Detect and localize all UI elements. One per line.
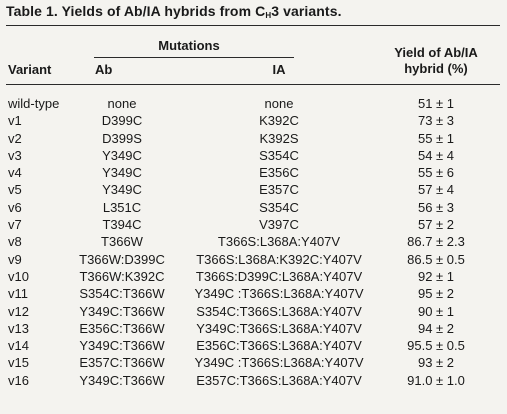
yield-cell: 92 ± 1 — [417, 268, 455, 284]
yield-cell: 95.5 ± 0.5 — [407, 338, 465, 354]
table-row — [0, 303, 507, 320]
table-row — [0, 164, 507, 181]
variant-cell: v12 — [8, 303, 29, 319]
ab-mutation-cell: Y349C:T366W — [79, 303, 165, 319]
ia-mutation-cell: S354C — [259, 147, 299, 163]
variant-cell: v1 — [8, 113, 22, 129]
ia-mutation-cell: E356C — [259, 165, 299, 181]
ia-mutation-cell: S354C:T366S:L368A:Y407V — [196, 303, 362, 319]
top-rule — [6, 25, 500, 26]
ia-mutation-cell: E356C:T366S:L368A:Y407V — [196, 338, 362, 354]
table-row — [0, 337, 507, 354]
ia-mutation-cell: K392C — [259, 113, 299, 129]
ab-mutation-cell: Y349C:T366W — [79, 372, 165, 388]
yield-cell: 54 ± 4 — [417, 147, 455, 163]
yield-cell: 73 ± 3 — [417, 113, 455, 129]
variant-cell: v15 — [8, 355, 29, 371]
ia-header: IA — [272, 62, 286, 77]
yield-cell: 55 ± 6 — [417, 165, 455, 181]
caption-subscript: H — [265, 11, 272, 20]
ab-mutation-cell: E356C:T366W — [79, 320, 165, 336]
table-row — [0, 95, 507, 112]
ia-mutation-cell: V397C — [259, 217, 299, 233]
variant-cell: v7 — [8, 217, 22, 233]
ia-mutation-cell: E357C:T366S:L368A:Y407V — [196, 372, 362, 388]
table-row — [0, 216, 507, 233]
variant-cell: v6 — [8, 199, 22, 215]
yield-cell: 56 ± 3 — [417, 199, 455, 215]
ab-mutation-cell: D399C — [101, 113, 143, 129]
table-row — [0, 199, 507, 216]
table-row — [0, 320, 507, 337]
table-row — [0, 130, 507, 147]
table-row — [0, 181, 507, 198]
variant-cell: v16 — [8, 372, 29, 388]
ab-header: Ab — [95, 62, 113, 77]
mutations-underline — [94, 57, 294, 58]
header-rule — [6, 84, 500, 85]
ab-mutation-cell: L351C — [102, 199, 142, 215]
yield-cell: 57 ± 4 — [417, 182, 455, 198]
table-body — [0, 95, 507, 389]
yield-cell: 86.5 ± 0.5 — [407, 251, 465, 267]
table-row — [0, 372, 507, 389]
ab-mutation-cell: Y349C — [102, 182, 142, 198]
table-row — [0, 268, 507, 285]
table-row — [0, 354, 507, 371]
yield-cell: 86.7 ± 2.3 — [407, 234, 465, 250]
table-caption — [6, 3, 342, 20]
ia-mutation-cell: E357C — [259, 182, 299, 198]
ab-mutation-cell: E357C:T366W — [79, 355, 165, 371]
yield-cell: 90 ± 1 — [417, 303, 455, 319]
variant-cell: v11 — [8, 286, 28, 302]
variant-cell: v3 — [8, 147, 22, 163]
ia-mutation-cell: S354C — [259, 199, 299, 215]
variant-cell: v2 — [8, 130, 22, 146]
ab-mutation-cell: D399S — [102, 130, 142, 146]
table-row — [0, 233, 507, 250]
ab-mutation-cell: Y349C:T366W — [79, 338, 165, 354]
variant-header: Variant — [8, 62, 52, 77]
ia-mutation-cell: Y349C :T366S:L368A:Y407V — [194, 286, 364, 302]
ab-mutation-cell: Y349C — [102, 165, 142, 181]
ia-mutation-cell: K392S — [259, 130, 299, 146]
yield-header-line2: hybrid (%) — [404, 61, 468, 76]
yield-header-line1: Yield of Ab/IA — [394, 45, 478, 60]
table-row — [0, 112, 507, 129]
ia-mutation-cell: Y349C:T366S:L368A:Y407V — [196, 320, 362, 336]
ia-mutation-cell: T366S:L368A:Y407V — [217, 234, 341, 250]
ab-mutation-cell: Y349C — [102, 147, 142, 163]
ia-mutation-cell: none — [264, 96, 294, 111]
ab-mutation-cell: T366W — [101, 234, 143, 250]
ab-mutation-cell: S354C:T366W — [79, 286, 165, 302]
yield-cell: 55 ± 1 — [417, 130, 455, 146]
variant-cell: v4 — [8, 165, 22, 181]
ab-mutation-cell: none — [107, 96, 137, 111]
yield-cell: 51 ± 1 — [417, 96, 455, 111]
ia-mutation-cell: Y349C :T366S:L368A:Y407V — [194, 355, 364, 371]
yield-header — [394, 45, 478, 77]
yield-cell: 57 ± 2 — [417, 217, 455, 233]
table-row — [0, 285, 507, 302]
yield-cell: 95 ± 2 — [417, 286, 455, 302]
variant-cell: wild-type — [8, 96, 60, 111]
variant-cell: v8 — [8, 234, 22, 250]
table-row — [0, 251, 507, 268]
variant-cell: v13 — [8, 320, 29, 336]
variant-cell: v9 — [8, 251, 22, 267]
ia-mutation-cell: T366S:L368A:K392C:Y407V — [196, 251, 362, 267]
caption-suffix: 3 variants. — [271, 3, 342, 19]
variant-cell: v14 — [8, 338, 29, 354]
variant-cell: v5 — [8, 182, 22, 198]
ab-mutation-cell: T394C — [102, 217, 142, 233]
yield-cell: 93 ± 2 — [417, 355, 455, 371]
table-row — [0, 147, 507, 164]
ab-mutation-cell: T366W:D399C — [79, 251, 165, 267]
caption-text: Table 1. Yields of Ab/IA hybrids from C — [6, 3, 266, 19]
ia-mutation-cell: T366S:D399C:L368A:Y407V — [195, 268, 363, 284]
variant-cell: v10 — [8, 268, 29, 284]
yield-cell: 94 ± 2 — [417, 320, 455, 336]
ab-mutation-cell: T366W:K392C — [79, 268, 165, 284]
yield-cell: 91.0 ± 1.0 — [407, 372, 465, 388]
mutations-header: Mutations — [158, 38, 220, 53]
